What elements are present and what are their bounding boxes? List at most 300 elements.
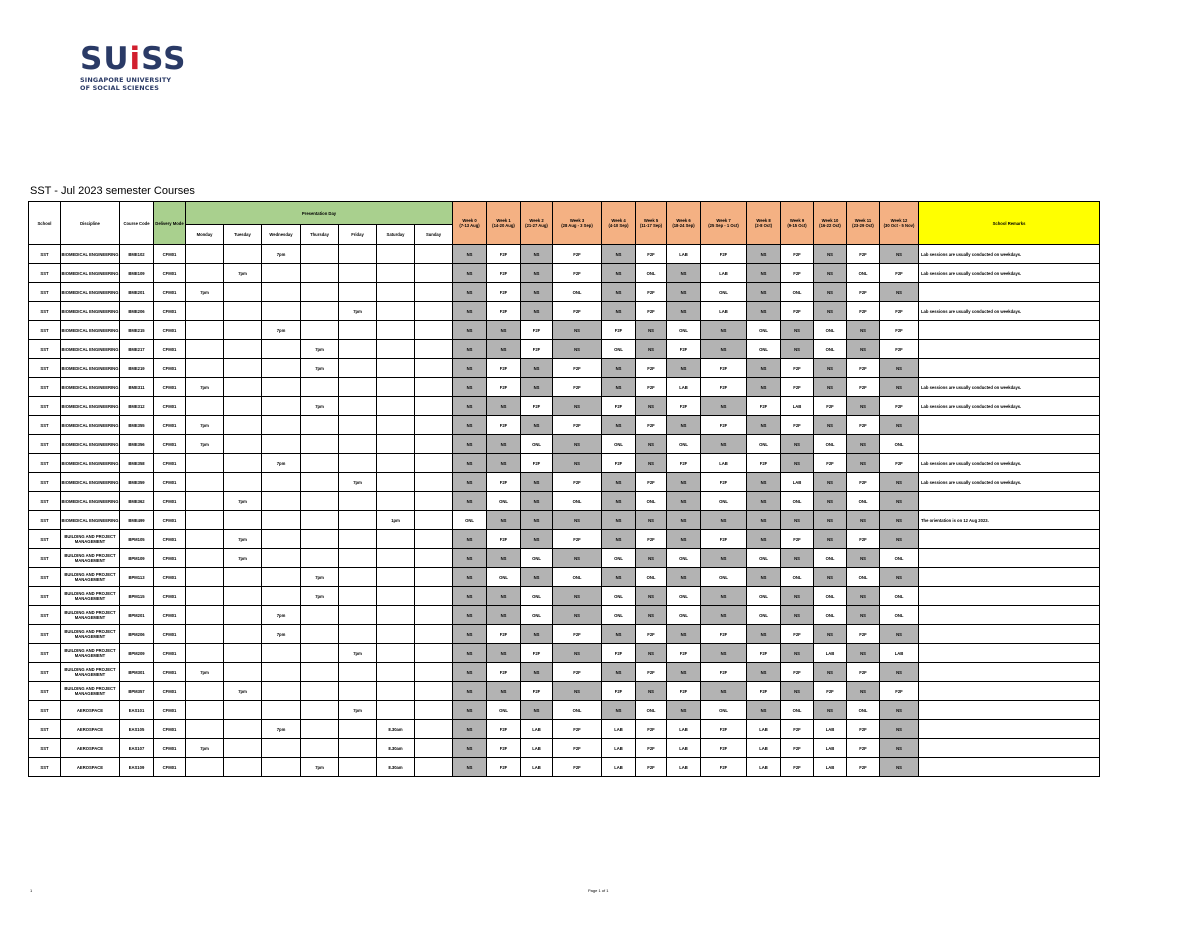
week-cell: F2F	[553, 625, 602, 644]
day-cell	[301, 492, 339, 511]
week-cell: F2F	[487, 302, 521, 321]
header-week-6: Week 6 (18-24 Sep)	[667, 202, 701, 245]
remarks-cell	[919, 549, 1100, 568]
school-cell: SST	[29, 397, 61, 416]
course-code-cell: BPM115	[120, 587, 154, 606]
week-cell: NS	[553, 340, 602, 359]
week-cell: NS	[781, 340, 814, 359]
week-cell: ONL	[814, 435, 847, 454]
week-cell: F2F	[747, 644, 781, 663]
page-number: Page 1 of 1	[588, 888, 609, 893]
logo-wordmark: SUiSS	[80, 41, 187, 77]
week-cell: NS	[453, 416, 487, 435]
week-cell: F2F	[553, 739, 602, 758]
header-day-friday: Friday	[339, 225, 377, 245]
course-code-cell: BME206	[120, 302, 154, 321]
week-cell: NS	[701, 397, 747, 416]
delivery-mode-cell: CFM01	[154, 625, 186, 644]
week-cell: ONL	[880, 587, 919, 606]
week-cell: NS	[553, 397, 602, 416]
school-cell: SST	[29, 758, 61, 777]
day-cell: 7pm	[186, 416, 224, 435]
week-cell: NS	[453, 625, 487, 644]
discipline-cell: BIOMEDICAL ENGINEERING	[61, 435, 120, 454]
day-cell: 1pm	[377, 511, 415, 530]
day-cell	[186, 587, 224, 606]
school-cell: SST	[29, 568, 61, 587]
table-row	[29, 644, 1100, 663]
week-cell: NS	[781, 511, 814, 530]
day-cell	[339, 378, 377, 397]
delivery-mode-cell: CFM01	[154, 245, 186, 264]
week-cell: NS	[847, 321, 880, 340]
day-cell	[377, 435, 415, 454]
week-cell: ONL	[487, 492, 521, 511]
school-cell: SST	[29, 511, 61, 530]
course-code-cell: BME362	[120, 492, 154, 511]
week-cell: NS	[636, 644, 667, 663]
day-cell	[377, 682, 415, 701]
delivery-mode-cell: CFM01	[154, 321, 186, 340]
day-cell	[301, 625, 339, 644]
day-cell: 8.30am	[377, 739, 415, 758]
week-cell: NS	[602, 264, 636, 283]
delivery-mode-cell: CFM01	[154, 416, 186, 435]
week-cell: F2F	[847, 245, 880, 264]
day-cell	[224, 302, 262, 321]
week-cell: ONL	[521, 549, 553, 568]
week-cell: NS	[453, 283, 487, 302]
header-week-1: Week 1 (14-20 Aug)	[487, 202, 521, 245]
week-cell: NS	[521, 359, 553, 378]
school-cell: SST	[29, 549, 61, 568]
week-cell: NS	[453, 682, 487, 701]
week-cell: NS	[487, 682, 521, 701]
day-cell: 7pm	[301, 359, 339, 378]
remarks-cell	[919, 492, 1100, 511]
week-cell: F2F	[880, 302, 919, 321]
table-row	[29, 302, 1100, 321]
table-row	[29, 283, 1100, 302]
week-cell: NS	[814, 663, 847, 682]
day-cell	[224, 416, 262, 435]
header-week-4: Week 4 (4-10 Sep)	[602, 202, 636, 245]
table-row	[29, 397, 1100, 416]
day-cell	[224, 359, 262, 378]
week-cell: NS	[880, 568, 919, 587]
week-cell: NS	[602, 568, 636, 587]
week-cell: ONL	[521, 435, 553, 454]
day-cell	[377, 283, 415, 302]
table-row	[29, 720, 1100, 739]
week-cell: F2F	[781, 663, 814, 682]
week-cell: NS	[636, 340, 667, 359]
week-cell: NS	[667, 416, 701, 435]
day-cell	[339, 435, 377, 454]
week-cell: NS	[667, 359, 701, 378]
course-code-cell: BME201	[120, 283, 154, 302]
day-cell	[339, 492, 377, 511]
school-cell: SST	[29, 720, 61, 739]
remarks-cell	[919, 682, 1100, 701]
week-cell: NS	[880, 283, 919, 302]
week-cell: NS	[847, 435, 880, 454]
day-cell	[262, 283, 301, 302]
table-row	[29, 701, 1100, 720]
day-cell	[262, 739, 301, 758]
day-cell	[339, 568, 377, 587]
week-cell: NS	[701, 644, 747, 663]
delivery-mode-cell: CFM01	[154, 264, 186, 283]
week-cell: NS	[880, 245, 919, 264]
week-cell: F2F	[847, 473, 880, 492]
day-cell	[186, 397, 224, 416]
discipline-cell: BIOMEDICAL ENGINEERING	[61, 264, 120, 283]
discipline-cell: AEROSPACE	[61, 739, 120, 758]
delivery-mode-cell: CFM01	[154, 682, 186, 701]
school-cell: SST	[29, 587, 61, 606]
week-cell: NS	[880, 473, 919, 492]
day-cell	[186, 758, 224, 777]
week-cell: NS	[487, 606, 521, 625]
week-cell: F2F	[636, 625, 667, 644]
week-cell: NS	[453, 359, 487, 378]
school-cell: SST	[29, 492, 61, 511]
week-cell: F2F	[487, 378, 521, 397]
week-cell: NS	[667, 492, 701, 511]
remarks-cell	[919, 568, 1100, 587]
day-cell	[339, 245, 377, 264]
day-cell	[377, 606, 415, 625]
week-cell: F2F	[847, 359, 880, 378]
course-code-cell: BME499	[120, 511, 154, 530]
week-cell: ONL	[487, 568, 521, 587]
day-cell	[415, 530, 453, 549]
week-cell: NS	[602, 663, 636, 682]
week-cell: NS	[781, 682, 814, 701]
week-cell: ONL	[847, 568, 880, 587]
week-cell: LAB	[781, 397, 814, 416]
day-cell	[301, 435, 339, 454]
day-cell: 7pm	[301, 568, 339, 587]
header-week-2: Week 2 (21-27 Aug)	[521, 202, 553, 245]
course-code-cell: BPM206	[120, 625, 154, 644]
week-cell: F2F	[747, 397, 781, 416]
day-cell	[186, 568, 224, 587]
week-cell: F2F	[701, 720, 747, 739]
day-cell	[415, 264, 453, 283]
day-cell	[301, 245, 339, 264]
table-row	[29, 492, 1100, 511]
week-cell: F2F	[636, 473, 667, 492]
week-cell: NS	[781, 587, 814, 606]
day-cell	[224, 606, 262, 625]
week-cell: NS	[747, 511, 781, 530]
week-cell: NS	[667, 663, 701, 682]
week-cell: NS	[667, 568, 701, 587]
week-cell: F2F	[602, 644, 636, 663]
page-title: SST - Jul 2023 semester Courses	[30, 185, 195, 197]
week-cell: NS	[814, 416, 847, 435]
week-cell: NS	[814, 701, 847, 720]
delivery-mode-cell: CFM01	[154, 492, 186, 511]
day-cell: 7pm	[186, 378, 224, 397]
week-cell: NS	[667, 302, 701, 321]
day-cell: 7pm	[186, 283, 224, 302]
week-cell: NS	[781, 644, 814, 663]
week-cell: NS	[636, 454, 667, 473]
week-cell: NS	[602, 473, 636, 492]
day-cell	[377, 625, 415, 644]
week-cell: NS	[847, 397, 880, 416]
week-cell: LAB	[667, 245, 701, 264]
week-cell: ONL	[667, 606, 701, 625]
delivery-mode-cell: CFM01	[154, 606, 186, 625]
week-cell: NS	[880, 625, 919, 644]
week-cell: ONL	[701, 283, 747, 302]
table-row	[29, 587, 1100, 606]
day-cell	[415, 625, 453, 644]
day-cell	[262, 758, 301, 777]
week-cell: F2F	[553, 663, 602, 682]
remarks-cell: Lab sessions are usually conducted on weekdays.	[919, 378, 1100, 397]
day-cell	[262, 264, 301, 283]
day-cell	[415, 416, 453, 435]
week-cell: F2F	[847, 416, 880, 435]
week-cell: ONL	[814, 549, 847, 568]
week-cell: NS	[880, 701, 919, 720]
week-cell: NS	[814, 530, 847, 549]
header-week-12: Week 12 (30 Oct - 5 Nov)	[880, 202, 919, 245]
week-cell: F2F	[636, 283, 667, 302]
week-cell: ONL	[553, 701, 602, 720]
discipline-cell: BIOMEDICAL ENGINEERING	[61, 340, 120, 359]
day-cell	[186, 549, 224, 568]
day-cell	[262, 359, 301, 378]
day-cell	[339, 530, 377, 549]
week-cell: ONL	[847, 701, 880, 720]
day-cell: 8.30am	[377, 720, 415, 739]
table-row	[29, 454, 1100, 473]
week-cell: NS	[453, 264, 487, 283]
week-cell: ONL	[667, 549, 701, 568]
week-cell: LAB	[667, 378, 701, 397]
week-cell: ONL	[453, 511, 487, 530]
delivery-mode-cell: CFM01	[154, 549, 186, 568]
day-cell: 7pm	[301, 587, 339, 606]
day-cell	[415, 606, 453, 625]
day-cell: 7pm	[262, 606, 301, 625]
week-cell: F2F	[880, 454, 919, 473]
week-cell: ONL	[553, 492, 602, 511]
week-cell: NS	[847, 549, 880, 568]
day-cell	[262, 587, 301, 606]
week-cell: ONL	[880, 435, 919, 454]
week-cell: F2F	[847, 720, 880, 739]
day-cell	[301, 701, 339, 720]
course-code-cell: BME311	[120, 378, 154, 397]
week-cell: LAB	[747, 720, 781, 739]
week-cell: NS	[847, 454, 880, 473]
table-row	[29, 473, 1100, 492]
day-cell	[224, 625, 262, 644]
day-cell	[415, 682, 453, 701]
remarks-cell	[919, 283, 1100, 302]
week-cell: NS	[781, 435, 814, 454]
day-cell: 7pm	[262, 454, 301, 473]
week-cell: NS	[602, 302, 636, 321]
week-cell: NS	[453, 378, 487, 397]
day-cell	[415, 720, 453, 739]
week-cell: NS	[521, 492, 553, 511]
header-day-tuesday: Tuesday	[224, 225, 262, 245]
day-cell	[224, 644, 262, 663]
header-week-3: Week 3 (28 Aug - 3 Sep)	[553, 202, 602, 245]
school-cell: SST	[29, 340, 61, 359]
school-cell: SST	[29, 644, 61, 663]
day-cell	[224, 701, 262, 720]
day-cell	[224, 587, 262, 606]
week-cell: F2F	[880, 264, 919, 283]
week-cell: LAB	[747, 739, 781, 758]
discipline-cell: AEROSPACE	[61, 758, 120, 777]
week-cell: F2F	[487, 739, 521, 758]
school-cell: SST	[29, 245, 61, 264]
week-cell: F2F	[781, 625, 814, 644]
header-presentation-day: Presentation Day	[186, 202, 453, 225]
day-cell	[415, 644, 453, 663]
week-cell: NS	[487, 435, 521, 454]
week-cell: ONL	[521, 606, 553, 625]
week-cell: NS	[553, 682, 602, 701]
header-week-0: Week 0 (7-13 Aug)	[453, 202, 487, 245]
week-cell: NS	[701, 682, 747, 701]
day-cell	[224, 378, 262, 397]
remarks-cell	[919, 644, 1100, 663]
week-cell: F2F	[880, 397, 919, 416]
school-cell: SST	[29, 739, 61, 758]
week-cell: ONL	[781, 492, 814, 511]
table-row	[29, 530, 1100, 549]
day-cell	[377, 530, 415, 549]
delivery-mode-cell: CFM01	[154, 739, 186, 758]
discipline-cell: BUILDING AND PROJECT MANAGEMENT	[61, 549, 120, 568]
day-cell	[224, 340, 262, 359]
day-cell	[339, 625, 377, 644]
week-cell: LAB	[602, 720, 636, 739]
week-cell: NS	[880, 663, 919, 682]
week-cell: LAB	[667, 739, 701, 758]
day-cell	[415, 587, 453, 606]
week-cell: NS	[602, 511, 636, 530]
day-cell	[415, 435, 453, 454]
week-cell: NS	[521, 264, 553, 283]
delivery-mode-cell: CFM01	[154, 283, 186, 302]
day-cell	[377, 416, 415, 435]
day-cell	[415, 340, 453, 359]
week-cell: NS	[487, 340, 521, 359]
week-cell: LAB	[701, 264, 747, 283]
week-cell: F2F	[553, 720, 602, 739]
week-cell: F2F	[847, 283, 880, 302]
school-cell: SST	[29, 701, 61, 720]
table-row	[29, 606, 1100, 625]
week-cell: F2F	[553, 264, 602, 283]
week-cell: NS	[880, 758, 919, 777]
table-row	[29, 416, 1100, 435]
week-cell: NS	[814, 359, 847, 378]
week-cell: NS	[553, 321, 602, 340]
week-cell: NS	[553, 454, 602, 473]
day-cell	[186, 511, 224, 530]
discipline-cell: BIOMEDICAL ENGINEERING	[61, 283, 120, 302]
delivery-mode-cell: CFM01	[154, 359, 186, 378]
week-cell: NS	[602, 378, 636, 397]
header-week-10: Week 10 (16-22 Oct)	[814, 202, 847, 245]
day-cell	[301, 454, 339, 473]
week-cell: NS	[602, 283, 636, 302]
remarks-cell	[919, 530, 1100, 549]
discipline-cell: BIOMEDICAL ENGINEERING	[61, 492, 120, 511]
course-code-cell: BME312	[120, 397, 154, 416]
week-cell: NS	[521, 663, 553, 682]
week-cell: F2F	[701, 359, 747, 378]
week-cell: NS	[453, 549, 487, 568]
week-cell: ONL	[747, 606, 781, 625]
delivery-mode-cell: CFM01	[154, 473, 186, 492]
course-code-cell: BPM357	[120, 682, 154, 701]
week-cell: NS	[521, 283, 553, 302]
discipline-cell: BUILDING AND PROJECT MANAGEMENT	[61, 587, 120, 606]
day-cell: 7pm	[186, 739, 224, 758]
remarks-cell: Lab sessions are usually conducted on weekdays.	[919, 264, 1100, 283]
day-cell	[186, 302, 224, 321]
week-cell: F2F	[487, 530, 521, 549]
day-cell: 7pm	[339, 473, 377, 492]
week-cell: F2F	[701, 378, 747, 397]
day-cell	[224, 720, 262, 739]
week-cell: NS	[701, 549, 747, 568]
week-cell: F2F	[521, 340, 553, 359]
day-cell	[301, 606, 339, 625]
day-cell	[339, 549, 377, 568]
week-cell: NS	[453, 473, 487, 492]
week-cell: ONL	[636, 568, 667, 587]
day-cell	[415, 739, 453, 758]
week-cell: F2F	[667, 644, 701, 663]
discipline-cell: BIOMEDICAL ENGINEERING	[61, 511, 120, 530]
week-cell: NS	[453, 606, 487, 625]
week-cell: F2F	[553, 302, 602, 321]
week-cell: F2F	[602, 397, 636, 416]
remarks-cell	[919, 663, 1100, 682]
week-cell: NS	[636, 587, 667, 606]
day-cell	[186, 473, 224, 492]
week-cell: F2F	[636, 359, 667, 378]
week-cell: NS	[667, 264, 701, 283]
week-cell: NS	[880, 530, 919, 549]
day-cell	[415, 473, 453, 492]
week-cell: NS	[636, 511, 667, 530]
school-cell: SST	[29, 625, 61, 644]
day-cell	[415, 245, 453, 264]
discipline-cell: BIOMEDICAL ENGINEERING	[61, 416, 120, 435]
week-cell: NS	[667, 511, 701, 530]
week-cell: NS	[847, 587, 880, 606]
day-cell	[301, 549, 339, 568]
week-cell: NS	[521, 378, 553, 397]
week-cell: NS	[636, 682, 667, 701]
